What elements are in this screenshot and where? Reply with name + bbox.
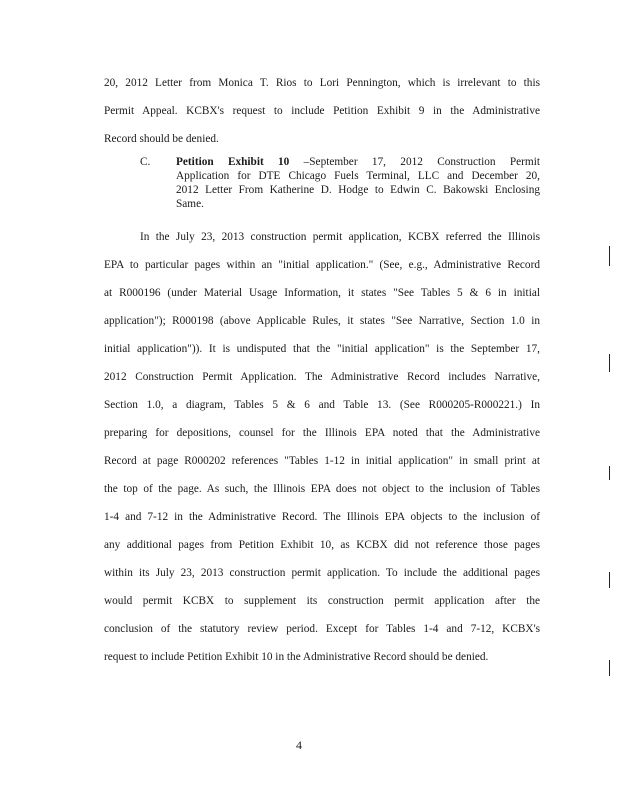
body-line-16: request to include Petition Exhibit 10 in the Administrative Record should be denied. <box>104 651 489 663</box>
revision-bar <box>609 246 610 266</box>
body-line-10: the top of the page. As such, the Illinois EPA does not object to the inclusion of Tables <box>104 483 540 495</box>
body-line-5: initial application")). It is undisputed that the "initial application" is the September 17, <box>104 343 540 355</box>
body-line-14: would permit KCBX to supplement its construction permit application after the <box>104 595 540 607</box>
intro-line-1: 20, 2012 Letter from Monica T. Rios to Lori Pennington, which is irrelevant to this <box>104 77 540 89</box>
body-line-2: EPA to particular pages within an "initial application." (See, e.g., Administrative Record <box>104 259 540 271</box>
body-line-15: conclusion of the statutory review period. Except for Tables 1-4 and 7-12, KCBX's <box>104 623 540 635</box>
body-line-11: 1-4 and 7-12 in the Administrative Record. The Illinois EPA objects to the inclusion of <box>104 511 540 523</box>
revision-bar <box>609 660 610 676</box>
body-line-1: In the July 23, 2013 construction permit application, KCBX referred the Illinois <box>140 231 540 243</box>
section-heading-line-4: Same. <box>176 198 204 210</box>
section-heading-line-2: Application for DTE Chicago Fuels Terminal, LLC and December 20, <box>176 170 540 182</box>
section-heading-line-1 <box>176 156 540 168</box>
body-line-4: application"); R000198 (above Applicable Rules, it states "See Narrative, Section 1.0 in <box>104 315 540 327</box>
body-line-6: 2012 Construction Permit Application. The Administrative Record includes Narrative, <box>104 371 540 383</box>
body-line-8: preparing for depositions, counsel for the Illinois EPA noted that the Administrative <box>104 427 540 439</box>
revision-bar <box>609 572 610 588</box>
intro-line-3: Record should be denied. <box>104 133 219 145</box>
section-title: Petition Exhibit 10 <box>176 156 290 168</box>
revision-bar <box>609 466 610 480</box>
section-heading-line-3: 2012 Letter From Katherine D. Hodge to Edwin C. Bakowski Enclosing <box>176 184 540 196</box>
revision-bar <box>609 354 610 372</box>
body-line-13: within its July 23, 2013 construction permit application. To include the additional pages <box>104 567 540 579</box>
section-letter: C. <box>140 156 151 168</box>
body-line-12: any additional pages from Petition Exhibit 10, as KCBX did not reference those pages <box>104 539 540 551</box>
page-number: 4 <box>296 738 302 752</box>
body-line-3: at R000196 (under Material Usage Information, it states "See Tables 5 & 6 in initial <box>104 287 540 299</box>
body-line-9: Record at page R000202 references "Tables 1-12 in initial application" in small print at <box>104 455 540 467</box>
section-heading-rest: –September 17, 2012 Construction Permit <box>289 156 540 168</box>
body-line-7: Section 1.0, a diagram, Tables 5 & 6 and Table 13. (See R000205-R000221.) In <box>104 399 540 411</box>
intro-line-2: Permit Appeal. KCBX's request to include Petition Exhibit 9 in the Administrative <box>104 105 540 117</box>
